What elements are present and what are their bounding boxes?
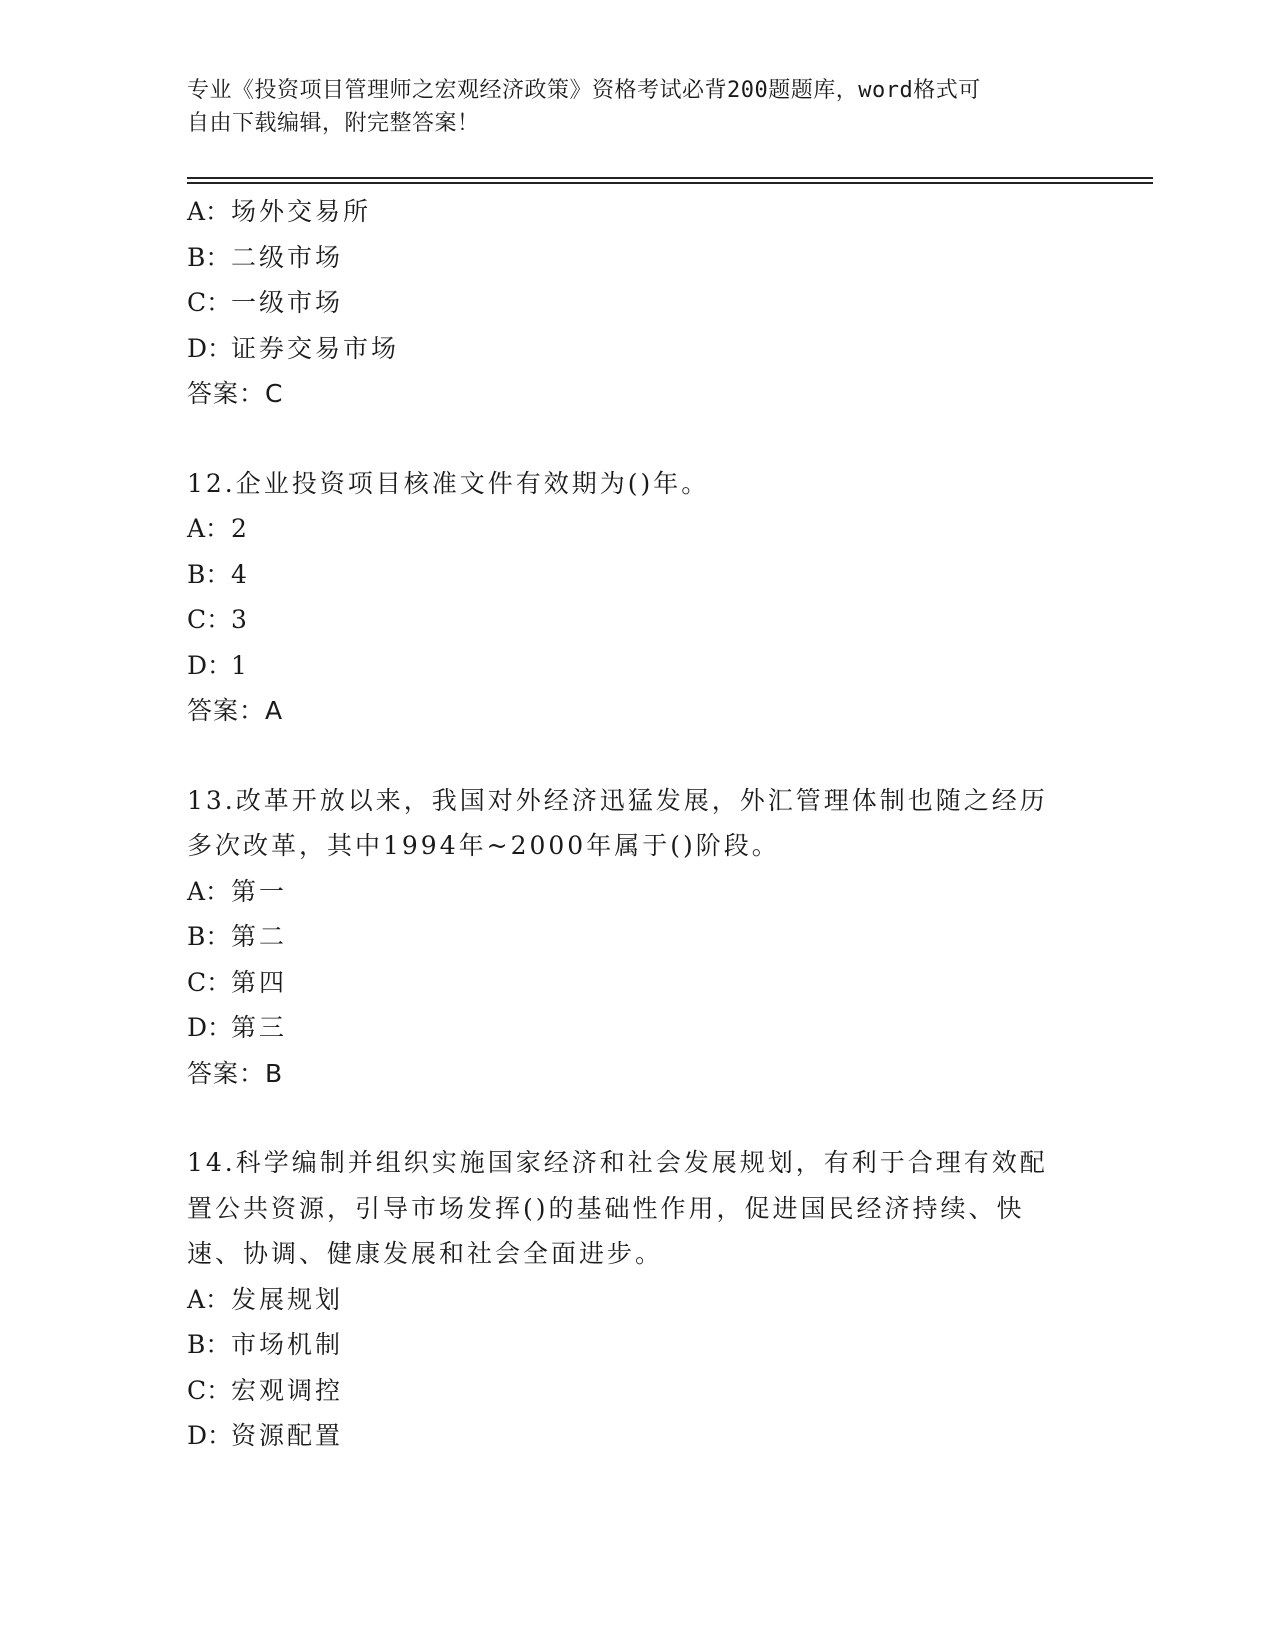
answer-label: 答案：: [187, 696, 266, 725]
question-list: [187, 189, 1087, 1459]
option-b: [187, 235, 1087, 281]
option-text: 发展规划: [231, 1284, 344, 1314]
option-letter: B：: [187, 922, 231, 951]
option-text: 二级市场: [231, 242, 344, 272]
option-b: [187, 552, 1087, 598]
question-stem-line: 速、协调、健康发展和社会全面进步。: [187, 1239, 664, 1268]
option-letter: A：: [187, 197, 231, 226]
option-text: 第一: [231, 876, 288, 906]
question-11-continued: [187, 189, 1087, 417]
option-letter: D：: [187, 650, 233, 680]
answer-label: 答案：: [187, 1058, 266, 1088]
answer-value: C: [265, 379, 284, 408]
option-d: [187, 643, 1087, 689]
page-header: [187, 74, 1067, 140]
option-a: [187, 506, 1087, 552]
header-divider-top: [187, 177, 1153, 179]
option-a: [187, 1277, 1087, 1323]
option-d: [187, 1005, 1087, 1051]
question-stem-line: 多次改革，其中1994年~2000年属于()阶段。: [187, 831, 780, 860]
option-a: [187, 869, 1087, 915]
option-c: [187, 1368, 1087, 1414]
option-c: [187, 960, 1087, 1006]
option-c: [187, 597, 1087, 643]
header-divider-bottom: [187, 182, 1153, 184]
option-letter: C：: [187, 1375, 232, 1405]
option-b: [187, 914, 1087, 960]
option-letter: A：: [187, 514, 231, 543]
option-letter: B：: [187, 242, 231, 272]
answer-value: A: [265, 696, 284, 725]
option-text: 3: [231, 605, 250, 634]
option-letter: C：: [187, 288, 232, 317]
question-stem-line: 14.科学编制并组织实施国家经济和社会发展规划，有利于合理有效配: [187, 1148, 1048, 1177]
option-letter: B：: [187, 559, 231, 589]
answer-line: [187, 1051, 1087, 1097]
question-stem-line: 13.改革开放以来，我国对外经济迅猛发展，外汇管理体制也随之经历: [187, 785, 1048, 815]
header-line-2: 自由下载编辑，附完整答案！: [187, 111, 480, 136]
option-c: [187, 280, 1087, 326]
option-letter: B：: [187, 1330, 231, 1359]
option-text: 一级市场: [231, 288, 344, 317]
option-text: 2: [231, 514, 250, 543]
option-text: 市场机制: [231, 1330, 344, 1359]
option-letter: C：: [187, 967, 232, 997]
option-text: 证券交易市场: [231, 333, 400, 363]
question-12: [187, 461, 1087, 734]
option-letter: A：: [187, 1284, 231, 1314]
option-b: [187, 1322, 1087, 1368]
option-letter: D：: [187, 333, 233, 363]
option-d: [187, 1413, 1087, 1459]
option-text: 宏观调控: [231, 1375, 344, 1405]
option-text: 1: [231, 650, 250, 680]
option-text: 第三: [231, 1013, 288, 1042]
option-text: 场外交易所: [231, 197, 372, 226]
question-14: [187, 1140, 1087, 1459]
answer-line: [187, 688, 1087, 734]
option-letter: A：: [187, 876, 231, 906]
header-line-1: 专业《投资项目管理师之宏观经济政策》资格考试必背200题题库，word格式可: [187, 78, 981, 103]
option-letter: C：: [187, 605, 232, 634]
answer-label: 答案：: [187, 379, 266, 408]
option-text: 第二: [231, 922, 288, 951]
answer-value: B: [265, 1058, 284, 1088]
option-letter: D：: [187, 1421, 233, 1450]
question-13: [187, 778, 1087, 1097]
question-stem-line: 置公共资源，引导市场发挥()的基础性作用，促进国民经济持续、快: [187, 1193, 1025, 1223]
answer-line: [187, 371, 1087, 417]
question-stem-line: 12.企业投资项目核准文件有效期为()年。: [187, 468, 710, 498]
option-a: [187, 189, 1087, 235]
option-letter: D：: [187, 1013, 233, 1042]
option-text: 资源配置: [231, 1421, 344, 1450]
option-text: 4: [231, 559, 250, 589]
option-d: [187, 326, 1087, 372]
option-text: 第四: [231, 967, 288, 997]
